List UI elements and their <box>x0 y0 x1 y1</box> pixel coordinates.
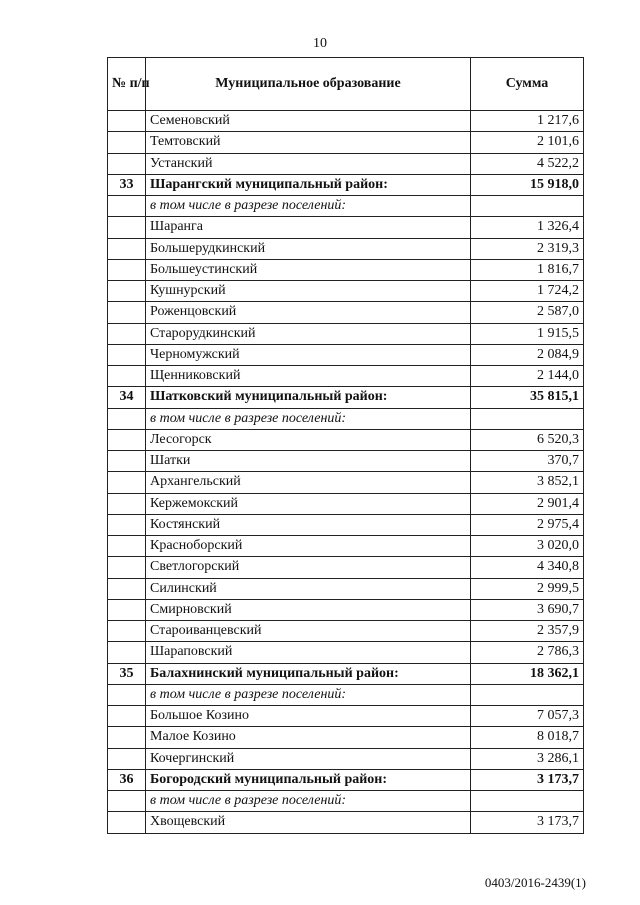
row-number-cell <box>108 408 146 429</box>
row-number-cell <box>108 132 146 153</box>
subheading-row <box>108 684 584 705</box>
sum-cell: 2 084,9 <box>471 344 584 365</box>
municipality-name-cell: Кержемокский <box>146 493 471 514</box>
sum-cell: 2 975,4 <box>471 514 584 535</box>
municipality-name-cell: Шарангский муниципальный район: <box>146 174 471 195</box>
sum-cell: 8 018,7 <box>471 727 584 748</box>
table-row <box>108 302 584 323</box>
table-row <box>108 621 584 642</box>
municipality-name-cell: в том числе в разрезе поселений: <box>146 684 471 705</box>
table-header-row <box>108 58 584 111</box>
row-number-cell <box>108 451 146 472</box>
sum-cell: 3 286,1 <box>471 748 584 769</box>
row-number-cell <box>108 642 146 663</box>
table-row <box>108 599 584 620</box>
header-sum: Сумма <box>471 58 584 111</box>
header-number: № п/п <box>108 58 146 111</box>
sum-cell: 2 144,0 <box>471 366 584 387</box>
table-row <box>108 259 584 280</box>
sum-cell: 2 999,5 <box>471 578 584 599</box>
table-row <box>108 281 584 302</box>
sum-cell: 3 690,7 <box>471 599 584 620</box>
sum-cell: 18 362,1 <box>471 663 584 684</box>
municipality-name-cell: в том числе в разрезе поселений: <box>146 196 471 217</box>
row-number-cell <box>108 238 146 259</box>
row-number-cell <box>108 791 146 812</box>
sum-cell: 7 057,3 <box>471 706 584 727</box>
municipality-name-cell: Балахнинский муниципальный район: <box>146 663 471 684</box>
row-number-cell <box>108 727 146 748</box>
sum-cell: 2 319,3 <box>471 238 584 259</box>
table-row <box>108 153 584 174</box>
row-number-cell <box>108 323 146 344</box>
municipality-name-cell: Большерудкинский <box>146 238 471 259</box>
municipality-name-cell: Устанский <box>146 153 471 174</box>
table-row <box>108 514 584 535</box>
subheading-row <box>108 408 584 429</box>
row-number-cell <box>108 621 146 642</box>
row-number-cell <box>108 429 146 450</box>
sum-cell <box>471 196 584 217</box>
sum-cell: 3 173,7 <box>471 769 584 790</box>
row-number-cell: 33 <box>108 174 146 195</box>
table-row <box>108 132 584 153</box>
row-number-cell <box>108 599 146 620</box>
municipality-name-cell: Хвощевский <box>146 812 471 833</box>
row-number-cell <box>108 217 146 238</box>
table-row <box>108 493 584 514</box>
row-number-cell: 35 <box>108 663 146 684</box>
table-body <box>108 111 584 834</box>
sum-cell: 4 340,8 <box>471 557 584 578</box>
sum-cell: 3 020,0 <box>471 536 584 557</box>
sum-cell: 1 326,4 <box>471 217 584 238</box>
sum-cell: 2 901,4 <box>471 493 584 514</box>
table-row <box>108 727 584 748</box>
municipality-name-cell: Большое Козино <box>146 706 471 727</box>
municipality-name-cell: Староиванцевский <box>146 621 471 642</box>
table-row <box>108 429 584 450</box>
municipality-name-cell: Костянский <box>146 514 471 535</box>
sum-cell <box>471 684 584 705</box>
municipality-name-cell: Светлогорский <box>146 557 471 578</box>
municipality-name-cell: Шараповский <box>146 642 471 663</box>
row-number-cell: 34 <box>108 387 146 408</box>
sum-cell: 3 173,7 <box>471 812 584 833</box>
row-number-cell <box>108 493 146 514</box>
subheading-row <box>108 196 584 217</box>
budget-table <box>107 57 584 834</box>
row-number-cell <box>108 578 146 599</box>
municipality-name-cell: в том числе в разрезе поселений: <box>146 791 471 812</box>
row-number-cell <box>108 812 146 833</box>
sum-cell: 1 217,6 <box>471 111 584 132</box>
table-row <box>108 451 584 472</box>
district-row <box>108 387 584 408</box>
row-number-cell <box>108 536 146 557</box>
municipality-name-cell: Богородский муниципальный район: <box>146 769 471 790</box>
table-row <box>108 812 584 833</box>
sum-cell: 4 522,2 <box>471 153 584 174</box>
district-row <box>108 174 584 195</box>
row-number-cell <box>108 344 146 365</box>
row-number-cell <box>108 684 146 705</box>
row-number-cell <box>108 366 146 387</box>
table-row <box>108 472 584 493</box>
row-number-cell <box>108 259 146 280</box>
row-number-cell <box>108 302 146 323</box>
row-number-cell <box>108 557 146 578</box>
row-number-cell <box>108 153 146 174</box>
municipality-name-cell: Кушнурский <box>146 281 471 302</box>
page-number: 10 <box>313 36 327 51</box>
sum-cell <box>471 791 584 812</box>
municipality-name-cell: Лесогорск <box>146 429 471 450</box>
municipality-name-cell: в том числе в разрезе поселений: <box>146 408 471 429</box>
municipality-name-cell: Большеустинский <box>146 259 471 280</box>
municipality-name-cell: Красноборский <box>146 536 471 557</box>
municipality-name-cell: Кочергинский <box>146 748 471 769</box>
municipality-name-cell: Малое Козино <box>146 727 471 748</box>
sum-cell: 1 816,7 <box>471 259 584 280</box>
municipality-name-cell: Щенниковский <box>146 366 471 387</box>
row-number-cell <box>108 748 146 769</box>
district-row <box>108 769 584 790</box>
row-number-cell <box>108 514 146 535</box>
table-row <box>108 323 584 344</box>
sum-cell <box>471 408 584 429</box>
table-row <box>108 366 584 387</box>
sum-cell: 2 587,0 <box>471 302 584 323</box>
sum-cell: 1 724,2 <box>471 281 584 302</box>
document-code: 0403/2016-2439(1) <box>484 875 586 890</box>
municipality-name-cell: Семеновский <box>146 111 471 132</box>
table-row <box>108 706 584 727</box>
municipality-name-cell: Темтовский <box>146 132 471 153</box>
sum-cell: 1 915,5 <box>471 323 584 344</box>
table-row <box>108 217 584 238</box>
sum-cell: 6 520,3 <box>471 429 584 450</box>
municipality-name-cell: Шатковский муниципальный район: <box>146 387 471 408</box>
row-number-cell <box>108 706 146 727</box>
municipality-name-cell: Архангельский <box>146 472 471 493</box>
municipality-name-cell: Шаранга <box>146 217 471 238</box>
municipality-name-cell: Черномужский <box>146 344 471 365</box>
municipality-name-cell: Шатки <box>146 451 471 472</box>
sum-cell: 3 852,1 <box>471 472 584 493</box>
municipality-name-cell: Силинский <box>146 578 471 599</box>
municipality-name-cell: Старорудкинский <box>146 323 471 344</box>
sum-cell: 35 815,1 <box>471 387 584 408</box>
table-row <box>108 111 584 132</box>
sum-cell: 370,7 <box>471 451 584 472</box>
municipality-name-cell: Роженцовский <box>146 302 471 323</box>
table-row <box>108 238 584 259</box>
table-row <box>108 578 584 599</box>
sum-cell: 15 918,0 <box>471 174 584 195</box>
row-number-cell <box>108 196 146 217</box>
table-row <box>108 557 584 578</box>
sum-cell: 2 786,3 <box>471 642 584 663</box>
table-row <box>108 536 584 557</box>
subheading-row <box>108 791 584 812</box>
district-row <box>108 663 584 684</box>
sum-cell: 2 357,9 <box>471 621 584 642</box>
municipality-name-cell: Смирновский <box>146 599 471 620</box>
row-number-cell <box>108 281 146 302</box>
table-row <box>108 642 584 663</box>
row-number-cell <box>108 111 146 132</box>
table-row <box>108 748 584 769</box>
row-number-cell <box>108 472 146 493</box>
header-municipality: Муниципальное образование <box>146 58 471 111</box>
table-row <box>108 344 584 365</box>
sum-cell: 2 101,6 <box>471 132 584 153</box>
row-number-cell: 36 <box>108 769 146 790</box>
